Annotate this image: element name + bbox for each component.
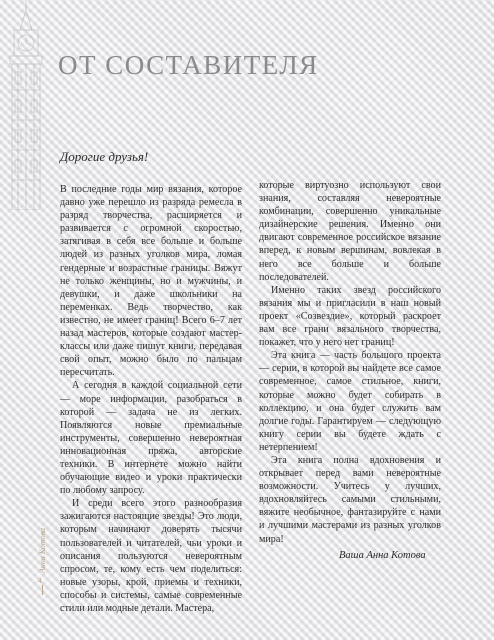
greeting: Дорогие друзья! (60, 149, 149, 164)
page-title: ОТ СОСТАВИТЕЛЯ (58, 50, 319, 80)
author-side-label (38, 520, 48, 580)
clock-tower-sketch-icon (0, 0, 52, 210)
paragraph: И среди всего этого разнообразия зажигаются настоящие звезды! Это люди, которым начинают доверять тысячи пользователей и читателей, чьи уроки и описания пользуются невероятным спросом, те, кому есть чем поделиться: новые узоры, крой, приемы и техники, способы и системы, самые современные стили или модные детали. Мастера, (60, 498, 242, 614)
paragraph: которые виртуозно используют свои знания, составляя невероятные комбинации, совершенно уникальные дизайнерские решения. Именно они двигают современное российское вязание вперед, к новым вершинам, вовлекая в него все больше и больше последователей. (259, 180, 441, 283)
paragraph: А сегодня в каждой социальной сети — море информации, разобраться в которой — задача не из легких. Появляются новые премиальные инструменты, совершенно невероятная инновационная пряжа, авторские техники. В интернете можно найти обучающие видео и уроки практически по любому запросу. (60, 380, 242, 497)
paragraph: В последние годы мир вязания, которое давно уже перешло из разряда ремесла в разряд творчества, расширяется и развивается с огромной скоростью, затягивая в себя все больше и больше людей из разных уголков мира, ломая гендерные и возрастные границы. Вяжут не только женщины, но и мужчины, и девушки, и даже школьники на переменках. Ведь творчество, как известно, не имеет границ! Всего 6–7 лет назад мастеров, которые создают мастер-классы или даже пишут книги, передавая свой опыт, можно было по пальцам пересчитать. (60, 184, 242, 379)
left-text-column (60, 183, 242, 615)
right-text-column (259, 179, 441, 546)
side-divider (42, 585, 43, 595)
paragraph: Эта книга — часть большого проекта — серии, в которой вы найдете все самое современное, самое стильное, книги, которые можно будет собирать в коллекцию, и она будет служить вам долгие годы. Гарантируем — следующую книгу серии вы будете ждать с нетерпением! (259, 350, 441, 453)
author-name: Анна Котова (38, 527, 48, 573)
paragraph: Именно таких звезд российского вязания мы и пригласили в наш новый проект «Созвездие», который раскроет вам все грани вязального творчества, покажет, что у него нет границ! (259, 284, 441, 349)
signature: Ваша Анна Котова (339, 550, 426, 561)
page-number: 4 (38, 577, 42, 585)
paragraph: Эта книга полна вдохновения и открывает перед вами невероятные возможности. Учитесь у лучших, вдохновляйтесь самыми стильными, вяжите необычное, фантазируйте с нами и лучшими мастерами из разных уголков мира! (259, 454, 441, 545)
